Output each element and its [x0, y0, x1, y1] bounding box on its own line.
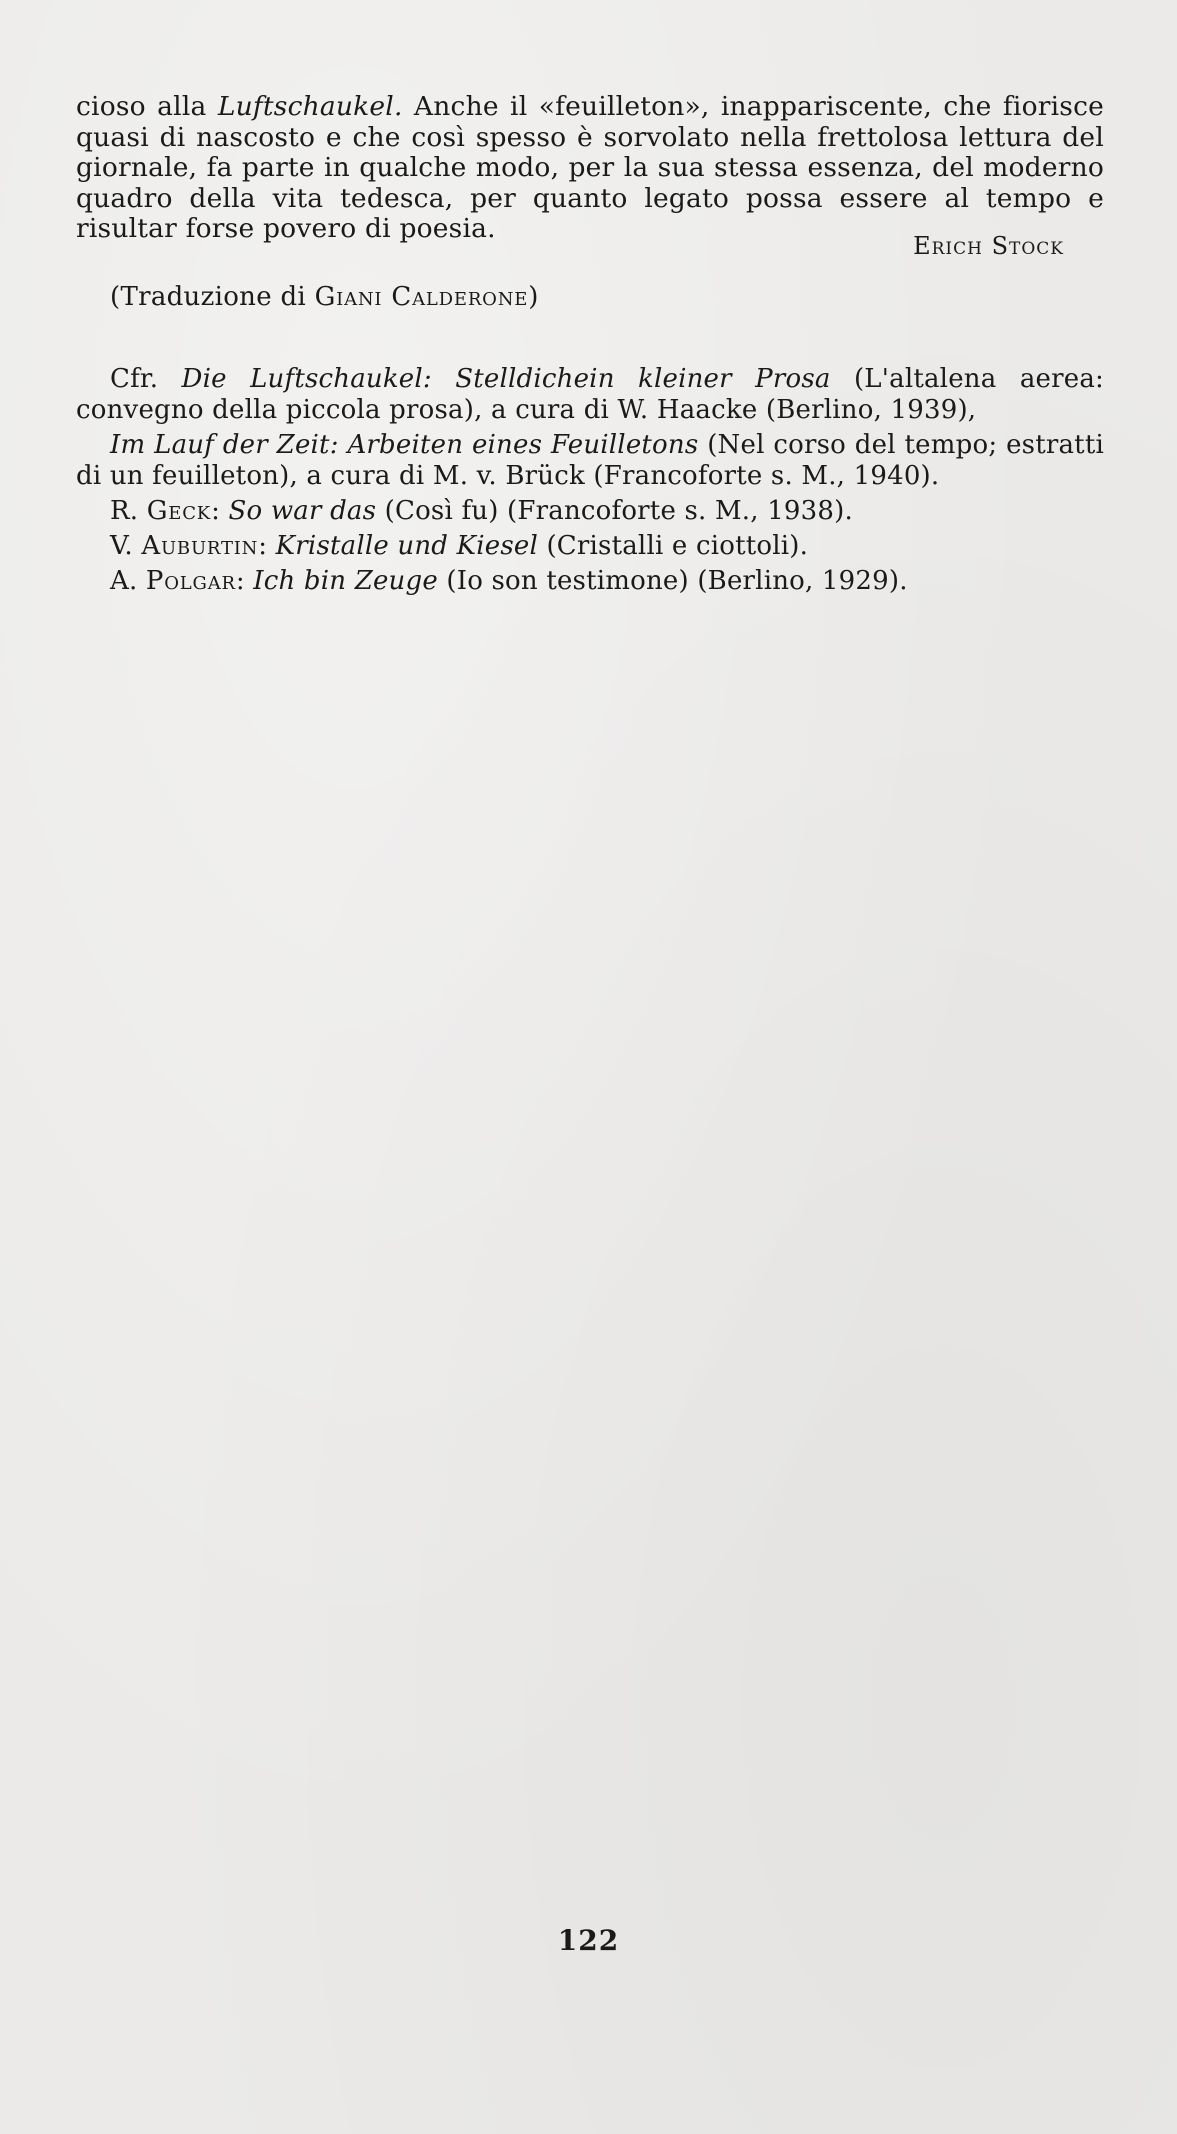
entry-title: Kristalle und Kiesel [275, 531, 538, 561]
entry-lead: R. [110, 496, 147, 526]
translation-credit [110, 282, 539, 312]
entry-rest: (Nel corso del tempo; estratti di un feuilleton), a cura di M. v. Brück (Francoforte s. M., 1940). [76, 430, 1104, 491]
paragraph-text-start: cioso alla [76, 91, 218, 122]
translation-prefix: (Traduzione di [110, 282, 315, 312]
bibliography-entry [76, 531, 1104, 562]
entry-lead: A. [110, 566, 146, 596]
translation-suffix: ) [528, 282, 539, 312]
entry-title: Ich bin Zeuge [253, 566, 438, 596]
entry-title: Die Luftschaukel: Stelldichein kleiner Prosa [181, 364, 831, 394]
paragraph-text-rest: Anche il «feuilleton», inappariscente, che fiorisce quasi di nascosto e che così spesso è sorvolato nella frettolosa lettura del giornale, fa parte in qualche modo, per la sua stessa essenza, del moderno quadro della vita tedesca, per quanto legato possa essere al tempo e risultar forse povero di poesia. [76, 91, 1104, 244]
author-signature: Erich Stock [913, 232, 1064, 260]
entry-author: Polgar [145, 566, 236, 596]
entry-author: Auburtin [141, 531, 259, 561]
entry-rest: (Cristalli e ciottoli). [537, 531, 809, 561]
entry-colon: : [211, 496, 229, 526]
bibliography-entry [76, 430, 1104, 492]
entry-author: Geck [146, 496, 212, 526]
entry-lead: V. [110, 531, 142, 561]
entry-rest: (Così fu) (Francoforte s. M., 1938). [376, 496, 853, 526]
bibliography-entry [76, 566, 1104, 597]
bibliography [76, 364, 1104, 601]
bibliography-entry [76, 364, 1104, 426]
entry-rest: (Io son testimone) (Berlino, 1929). [437, 566, 908, 596]
entry-lead: Cfr. [110, 364, 182, 394]
entry-title: So war das [228, 496, 377, 526]
entry-title: Im Lauf der Zeit: Arbeiten eines Feuilletons [110, 430, 699, 460]
bibliography-entry [76, 496, 1104, 527]
entry-colon: : [258, 531, 276, 561]
paragraph-italic-title: Luftschaukel. [217, 91, 403, 122]
entry-rest: (L'altalena aerea: convegno della piccola prosa), a cura di W. Haacke (Berlino, 1939), [76, 364, 1104, 425]
body-paragraph [76, 92, 1104, 245]
entry-colon: : [235, 566, 254, 596]
page-number: 122 [557, 1924, 620, 1957]
translator-name: Giani Calderone [314, 282, 529, 312]
